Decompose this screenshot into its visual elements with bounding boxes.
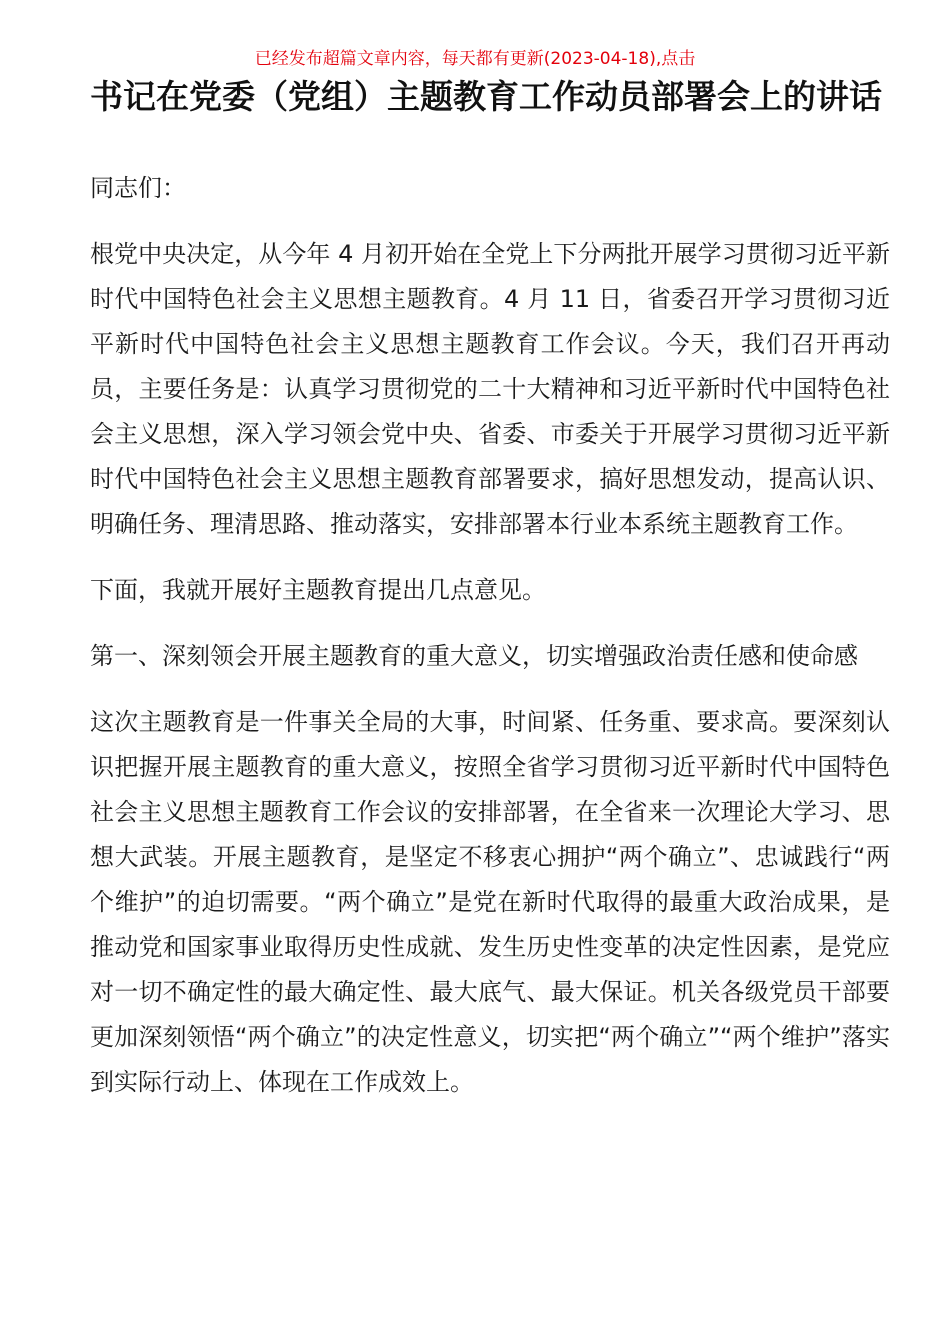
- document-title: 书记在党委（党组）主题教育工作动员部署会上的讲话: [90, 77, 882, 116]
- salutation: 同志们：: [90, 174, 186, 202]
- section-heading: 第一、深刻领会开展主题教育的重大意义，切实增强政治责任感和使命感: [90, 642, 858, 670]
- update-notice-link[interactable]: 已经发布超篇文章内容，每天都有更新(2023-04-18),点击: [254, 49, 696, 69]
- paragraph: 根党中央决定，从今年 4 月初开始在全党上下分两批开展学习贯彻习近平新时代中国特色社会主义思想主题教育。4 月 11 日，省委召开学习贯彻习近平新时代中国特色社会主义思想主题教育工作会议。今天，我们召开再动员，主要任务是：认真学习贯彻党的二十大精神和习近平新时代中国特色社会主义思想，深入学习领会党中央、省委、市委关于开展学习贯彻习近平新时代中国特色社会主义思想主题教育部署要求，搞好思想发动，提高认识、明确任务、理清思路、推动落实，安排部署本行业本系统主题教育工作。: [90, 240, 890, 538]
- paragraph: 下面，我就开展好主题教育提出几点意见。: [90, 576, 546, 604]
- paragraph: 这次主题教育是一件事关全局的大事，时间紧、任务重、要求高。要深刻认识把握开展主题教育的重大意义，按照全省学习贯彻习近平新时代中国特色社会主义思想主题教育工作会议的安排部署，在全省来一次理论大学习、思想大武装。开展主题教育，是坚定不移衷心拥护“两个确立”、忠诚践行“两个维护”的迫切需要。“两个确立”是党在新时代取得的最重大政治成果，是推动党和国家事业取得历史性成就、发生历史性变革的决定性因素，是党应对一切不确定性的最大确定性、最大底气、最大保证。机关各级党员干部要更加深刻领悟“两个确立”的决定性意义，切实把“两个确立”“两个维护”落实到实际行动上、体现在工作成效上。: [90, 708, 890, 1096]
- document-body: [90, 166, 890, 1126]
